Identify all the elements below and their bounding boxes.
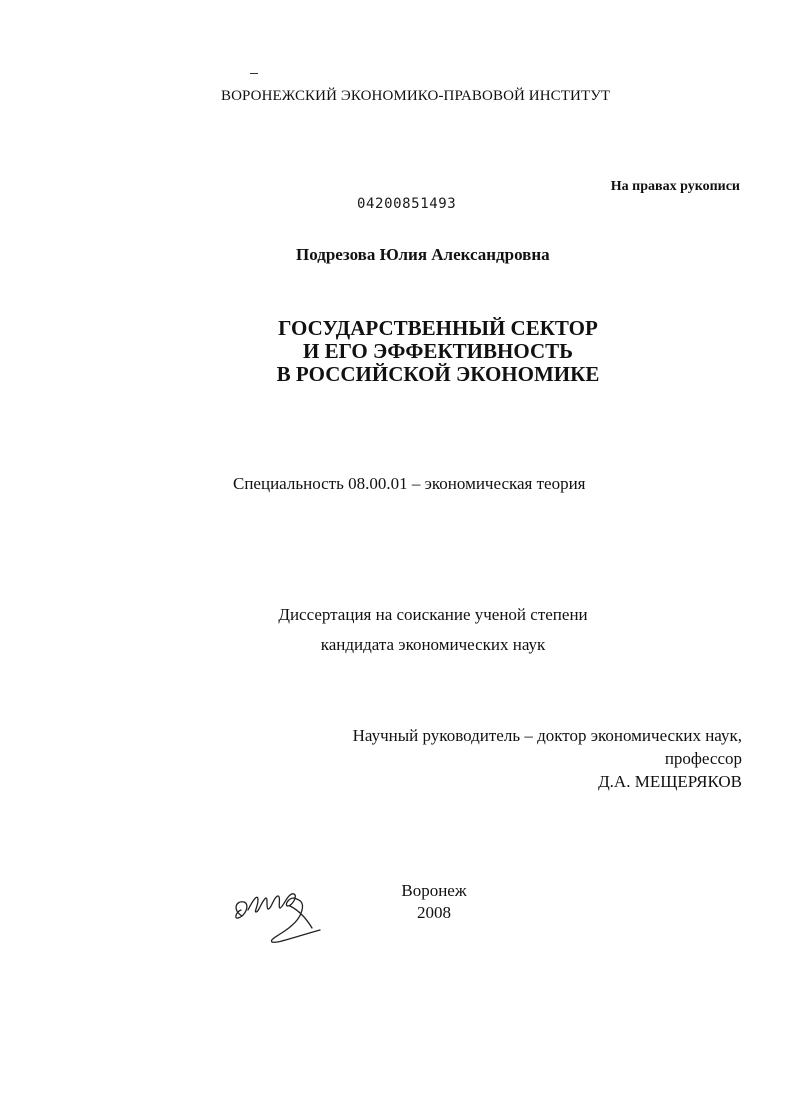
manuscript-rights-note: На правах рукописи <box>610 179 740 194</box>
degree-statement <box>0 600 796 660</box>
handwritten-signature-icon <box>228 876 338 946</box>
year: 2008 <box>417 903 451 922</box>
scan-dash-mark <box>250 73 258 74</box>
city-year-block <box>374 880 494 924</box>
title-line-2: И ЕГО ЭФФЕКТИВНОСТЬ <box>303 339 573 363</box>
supervisor-block <box>353 724 742 793</box>
supervisor-line-1: Научный руководитель – доктор экономических наук, <box>352 726 742 745</box>
supervisor-line-2: профессор <box>664 749 742 768</box>
degree-line-1: Диссертация на соискание ученой степени <box>278 605 588 624</box>
title-line-3: В РОССИЙСКОЙ ЭКОНОМИКЕ <box>276 362 600 386</box>
title-line-1: ГОСУДАРСТВЕННЫЙ СЕКТОР <box>278 316 598 340</box>
catalog-number: 04200851493 <box>357 196 457 212</box>
city: Воронеж <box>401 881 467 900</box>
author-name: Подрезова Юлия Александровна <box>296 245 550 264</box>
institute-name: ВОРОНЕЖСКИЙ ЭКОНОМИКО-ПРАВОВОЙ ИНСТИТУТ <box>221 88 611 104</box>
specialty-line: Специальность 08.00.01 – экономическая теория <box>233 474 586 493</box>
dissertation-title <box>0 317 796 386</box>
degree-line-2: кандидата экономических наук <box>320 635 546 654</box>
supervisor-name: Д.А. МЕЩЕРЯКОВ <box>598 772 742 791</box>
